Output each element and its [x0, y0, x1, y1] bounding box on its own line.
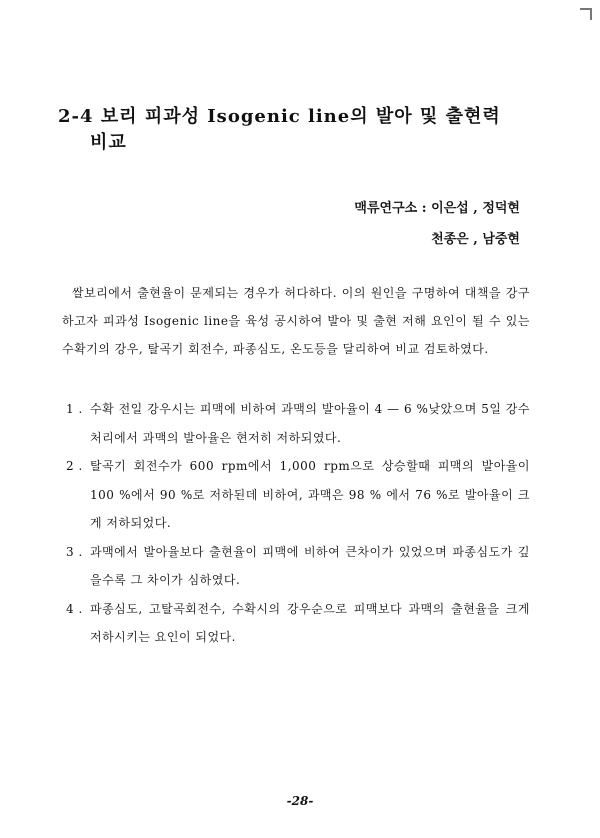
item-number: 3 .: [66, 544, 83, 559]
page-number: -28-: [286, 794, 314, 808]
title-line-1: 2-4 보리 피과성 Isogenic line의 발아 및 출현력: [58, 106, 501, 127]
author-block: [354, 193, 520, 255]
item-text: 과맥에서 발아율보다 출현율이 피맥에 비하여 큰차이가 있었으며 파종심도가 깊을수록 그 차이가 심하였다.: [90, 544, 530, 587]
list-item: [66, 452, 530, 538]
intro-text: 쌀보리에서 출현율이 문제되는 경우가 허다하다. 이의 원인을 구명하여 대책을 강구하고자 피과성 Isogenic line을 육성 공시하여 발아 및 출현 저해 요인이 될 수 있는 수확기의 강우, 탈곡기 회전수, 파종심도, 온도등을 달리하여 비교 검토하였다.: [62, 286, 530, 356]
corner-mark: [580, 8, 592, 20]
title-line-2: 비교: [90, 132, 127, 153]
document-title: [58, 104, 548, 156]
list-item: [66, 538, 530, 595]
authors-line-1: 맥류연구소 : 이은섭 , 정덕현: [354, 201, 520, 216]
authors-line-2: 천종은 , 남중현: [431, 232, 520, 247]
item-text: 탈곡기 회전수가 600 rpm에서 1,000 rpm으로 상승할때 피맥의 발아율이 100 %에서 90 %로 저하된데 비하여, 과맥은 98 % 에서 76 %로 발아율이 크게 저하되었다.: [90, 459, 530, 530]
list-item: [66, 395, 530, 452]
list-item: [66, 595, 530, 652]
result-list: [66, 395, 530, 652]
intro-paragraph: [62, 279, 530, 363]
item-number: 2 .: [66, 459, 83, 473]
item-text: 수확 전일 강우시는 피맥에 비하여 과맥의 발아율이 4 — 6 %낮았으며 5일 강수처리에서 과맥의 발아율은 현저히 저하되였다.: [90, 402, 530, 445]
item-text: 파종심도, 고탈곡회전수, 수확시의 강우순으로 피맥보다 과맥의 출현율을 크게 저하시키는 요인이 되었다.: [90, 601, 530, 644]
item-number: 4 .: [66, 601, 83, 616]
item-number: 1 .: [66, 402, 83, 416]
